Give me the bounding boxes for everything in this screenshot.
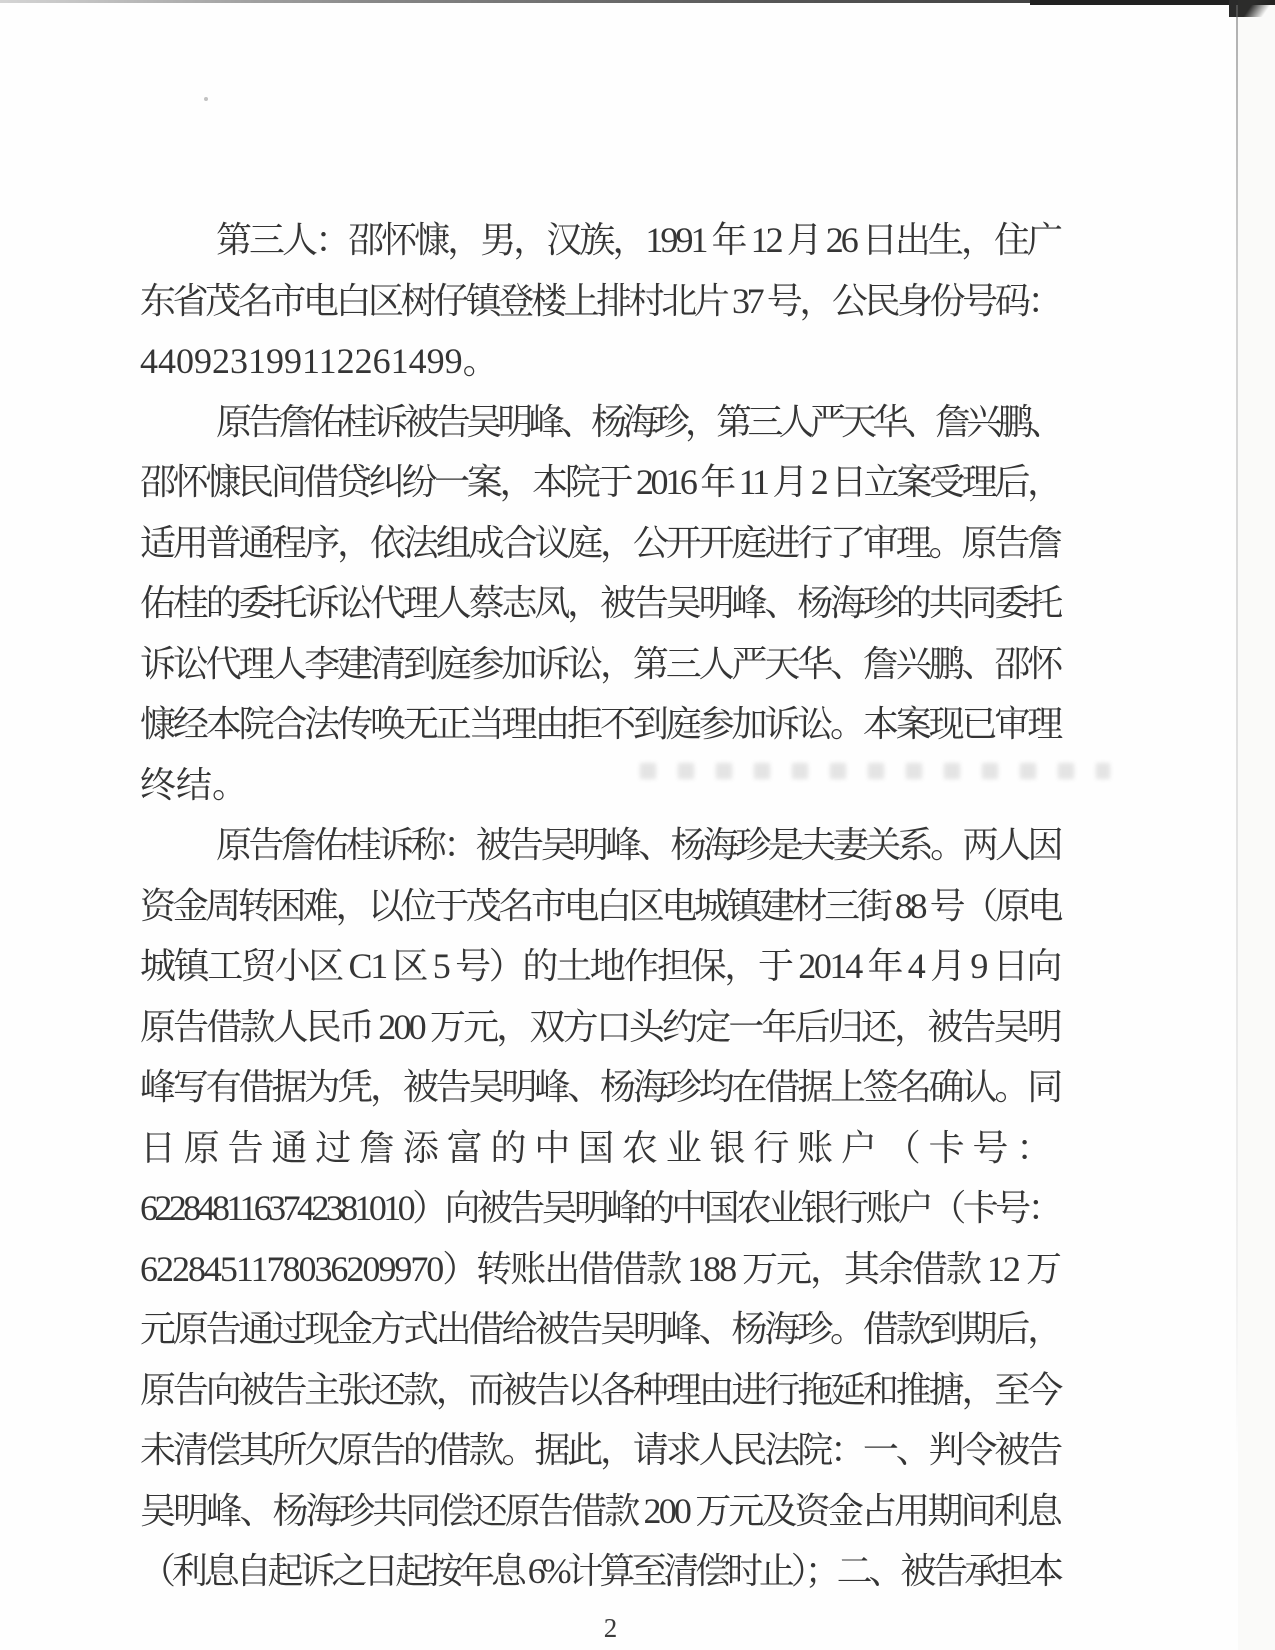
text-line-content: 日原告通过詹添富的中国农业银行账户（卡号： (140, 1127, 1061, 1168)
text-line-content: 诉讼代理人李建清到庭参加诉讼，第三人严天华、詹兴鹏、邵怀 (140, 643, 1061, 684)
page-number: 2 (603, 1613, 618, 1643)
text-line (140, 452, 1060, 513)
text-line-content: 原告向被告主张还款，而被告以各种理由进行拖延和推搪，至今 (140, 1369, 1061, 1410)
text-line (140, 331, 1060, 392)
text-line (140, 936, 1060, 997)
text-line-content: 6228481163742381010）向被告吴明峰的中国农业银行账户（卡号： (140, 1188, 1060, 1228)
text-line-content: 6228451178036209970）转账出借借款 188 万元，其余借款 12 万 (140, 1248, 1060, 1289)
text-line-content: 东省茂名市电白区树仔镇登楼上排村北片 37 号，公民身份号码： (140, 280, 1060, 321)
text-line-content: 佑桂的委托诉讼代理人蔡志凤，被告吴明峰、杨海珍的共同委托 (140, 583, 1061, 623)
text-line (140, 573, 1060, 634)
text-line (140, 1239, 1060, 1300)
document-body (140, 210, 1060, 1602)
text-line-content: 邵怀慷民间借贷纠纷一案，本院于 2016 年 11 月 2 日立案受理后， (140, 462, 1060, 502)
scan-artifact-right-tint (1238, 0, 1275, 1650)
text-line-content: 原告詹佑桂诉称：被告吴明峰、杨海珍是夫妻关系。两人因 (216, 825, 1060, 865)
text-line (140, 755, 1060, 816)
scan-artifact-speck (204, 97, 208, 101)
text-line-content: 慷经本院合法传唤无正当理由拒不到庭参加诉讼。本案现已审理 (140, 704, 1061, 744)
text-line (140, 634, 1060, 695)
scan-artifact-vertical-line (1236, 5, 1238, 1460)
text-line (140, 1299, 1060, 1360)
text-line (140, 876, 1060, 937)
text-line-content: 适用普通程序，依法组成合议庭，公开开庭进行了审理。原告詹 (140, 522, 1061, 563)
text-line (140, 210, 1060, 271)
text-line (140, 1481, 1060, 1542)
text-line-content: 未清偿其所欠原告的借款。据此，请求人民法院：一、判令被告 (140, 1430, 1061, 1470)
text-line-content: 原告借款人民币 200 万元，双方口头约定一年后归还，被告吴明 (140, 1006, 1060, 1047)
text-line (140, 1057, 1060, 1118)
text-line (140, 271, 1060, 332)
text-line (140, 1178, 1060, 1239)
text-line (140, 1360, 1060, 1421)
text-line (140, 1420, 1060, 1481)
text-line (140, 694, 1060, 755)
text-line-content: 元原告通过现金方式出借给被告吴明峰、杨海珍。借款到期后， (140, 1309, 1061, 1349)
text-line (140, 1118, 1060, 1179)
text-line-content: 吴明峰、杨海珍共同偿还原告借款 200 万元及资金占用期间利息 (140, 1490, 1060, 1531)
text-line-content: （利息自起诉之日起按年息 6%计算至清偿时止）；二、被告承担本 (140, 1551, 1060, 1591)
text-line (140, 1541, 1060, 1602)
text-line-content: 第三人：邵怀慷，男，汉族，1991 年 12 月 26 日出生，住广 (216, 220, 1061, 260)
text-line (140, 392, 1060, 453)
text-line (140, 997, 1060, 1058)
text-line-content: 峰写有借据为凭，被告吴明峰、杨海珍均在借据上签名确认。同 (140, 1067, 1061, 1107)
text-line (140, 513, 1060, 574)
text-line-content: 终结。 (140, 764, 249, 805)
text-line-content: 资金周转困难，以位于茂名市电白区电城镇建材三街 88 号（原电 (140, 885, 1060, 926)
text-line-content: 原告詹佑桂诉被告吴明峰、杨海珍，第三人严天华、詹兴鹏、 (216, 401, 1061, 442)
text-line-content: 440923199112261499。 (140, 341, 499, 381)
text-line-content: 城镇工贸小区 C1 区 5 号）的土地作担保，于 2014 年 4 月 9 日向 (140, 946, 1061, 986)
text-line (140, 815, 1060, 876)
